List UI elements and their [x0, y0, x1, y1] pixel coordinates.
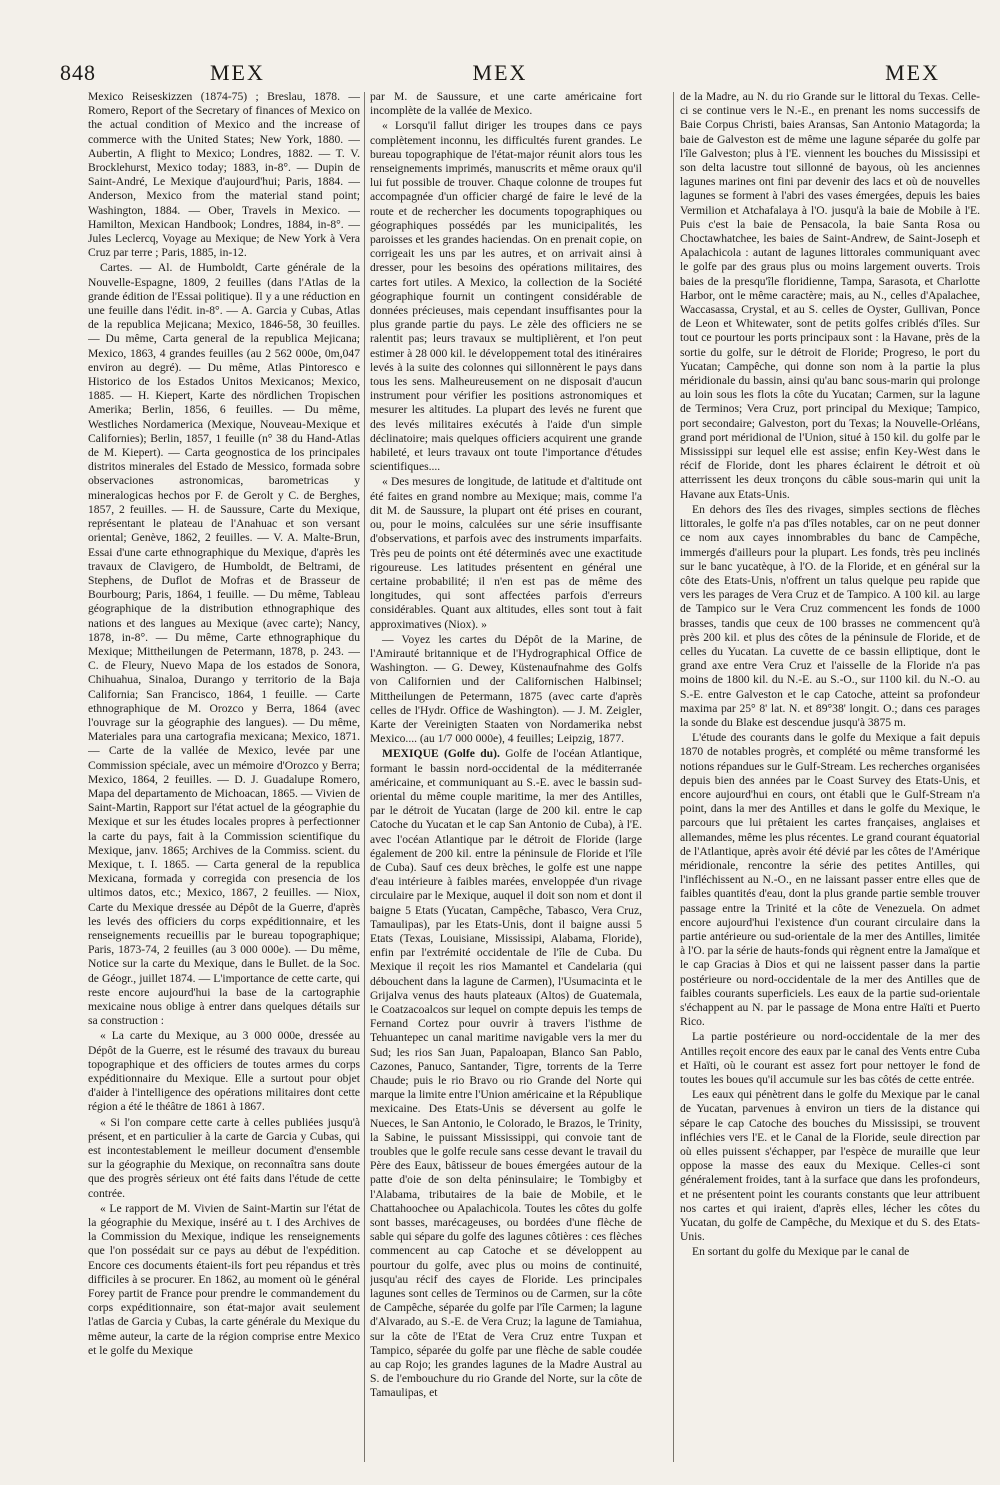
paragraph: « La carte du Mexique, au 3 000 000e, dressée au Dépôt de la Guerre, est le résumé des travaux du bureau topographique et des officiers de toutes armes du corps expéditionnaire du Mexique. Elle a surtout pour objet d'aider à l'intelligence des opérations militaires dont cette région a été le théâtre de 1861 à 1867.: [88, 1029, 360, 1114]
paragraph: Les eaux qui pénètrent dans le golfe du Mexique par le canal de Yucatan, parvenues à environ un tiers de la distance qui sépare le cap Catoche des bouches du Mississipi, se trouvent infléchies vers l'E. et le Canal de la Floride, seule direction par où elles puissent s'échapper, par l'espèce de muraille que leur oppose la masse des eaux du Mexique. Celles-ci sont généralement froides, tant à la surface que dans les profondeurs, et ne présentent point les courants constants que leur attribuent nos cartes et qui iraient, d'après elles, lécher les côtes du Yucatan, du golfe de Campêche, du Mexique et du S. des Etats-Unis.: [680, 1088, 980, 1244]
column-rule: [364, 92, 365, 1462]
column-middle: [370, 90, 642, 1470]
page-number: 848: [60, 60, 96, 85]
paragraph: Cartes. — Al. de Humboldt, Carte générale de la Nouvelle-Espagne, 1809, 2 feuilles (dans l'Atlas de la grande édition de l'Essai politique). Il y a une réduction en une feuille dans l'édit. in-8°. — A. Garcia y Cubas, Atlas de la republica Mejicana; Mexico, 1846-58, 30 feuilles. — Du même, Carta general de la republica Mejicana; Mexico, 1863, 4 grandes feuilles (au 2 562 000e, 0m,047 environ au degré). — Du même, Atlas Pintoresco e Historico de los Estados Unitos Mexicanos; Mexico, 1885. — H. Kiepert, Karte des nördlichen Tropischen Amerika; Berlin, 1856, 6 feuilles. — Du même, Westliches Nordamerica (Mexique, Nouveau-Mexique et Californies); Berlin, 1857, 1 feuille (n° 38 du Hand-Atlas de M. Kiepert). — Carta geognostica de los principales distritos minerales del Estado de Messico, formada sobre observaciones astronomicas, barometricas y mineralogicas hechos por F. de Gerolt y C. de Berghes, 1857, 2 feuilles. — H. de Saussure, Carte du Mexique, représentant le plateau de l'Anahuac et son versant oriental; Genève, 1862, 2 feuilles. — V. A. Malte-Brun, Essai d'une carte ethnographique du Mexique, d'après les travaux de Clavigero, de Humboldt, de Beltrami, de Stephens, de Duflot de Mofras et de Brasseur de Bourbourg; Paris, 1864, 1 feuille. — Du même, Tableau géographique de la distribution ethnographique des nations et des langues au Mexique (avec carte); Nancy, 1878, in-8°. — Du même, Carte ethnographique du Mexique; Mittheilungen de Petermann, 1878, p. 243. — C. de Fleury, Nuevo Mapa de los estados de Sonora, Chihuahua, Sinaloa, Durango y territorio de la Baja California; San Francisco, 1864, 1 feuille. — Carte ethnographique de M. Orozco y Berra, 1864 (avec l'ouvrage sur la géographie des langues). — Du même, Materiales para una cartografia mexicana; Mexico, 1871. — Carte de la vallée de Mexico, levée par une Commission spéciale, avec un mémoire d'Orozco y Berra; Mexico, 1864, 2 feuilles. — D. J. Guadalupe Romero, Mapa del departamento de Michoacan, 1865. — Vivien de Saint-Martin, Rapport sur l'état actuel de la géographie du Mexique et sur les études locales propres à perfectionner la carte du pays, fait à la Commission scientifique du Mexique, janv. 1865; Archives de la Commiss. scient. du Mexique, t. I. 1865. — Carta general de la republica Mexicana, formada y corregida con presencia de los ultimos datos, etc.; Mexico, 1867, 2 feuilles. — Niox, Carte du Mexique dressée au Dépôt de la Guerre, d'après les levés des officiers du corps expéditionnaire, et les renseignements recueillis par le bureau topographique; Paris, 1873-74, 2 feuilles (au 3 000 000e). — Du même, Notice sur la carte du Mexique, dans le Bullet. de la Soc. de Géogr., juillet 1874. — L'importance de cette carte, qui reste encore aujourd'hui la base de la cartographie mexicaine nous oblige à entrer dans quelques détails sur sa construction :: [88, 261, 360, 1028]
entry-heading: MEXIQUE (Golfe du).: [382, 747, 500, 761]
column-rule: [673, 92, 674, 1462]
paragraph: Mexico Reiseskizzen (1874-75) ; Breslau, 1878. — Romero, Report of the Secretary of finances of Mexico on the actual condition of Mexico and the increase of commerce with the United States; New York, 1880. — Aubertin, A flight to Mexico; Londres, 1882. — T. V. Brocklehurst, Mexico today; 1883, in-8°. — Dupin de Saint-André, Le Mexique d'aujourd'hui; Paris, 1884. — Anderson, Mexico from the material stand point; Washington, 1884. — Ober, Travels in Mexico. — Hamilton, Mexican Handbook; Londres, 1884, in-8°. — Jules Leclercq, Voyage au Mexique; de New York à Vera Cruz par terre ; Paris, 1885, in-12.: [88, 90, 360, 260]
column-right: [680, 90, 980, 1470]
paragraph: « Si l'on compare cette carte à celles publiées jusqu'à présent, et en particulier à la carte de Garcia y Cubas, qui est incontestablement le meilleur document d'ensemble sur la géographie du Mexique, on reconnaîtra sans doute que des progrès sérieux ont été faits dans l'étude de cette contrée.: [88, 1115, 360, 1200]
column-left: [88, 90, 360, 1470]
paragraph: par M. de Saussure, et une carte américaine fort incomplète de la vallée de Mexico.: [370, 90, 642, 118]
paragraph: La partie postérieure ou nord-occidentale de la mer des Antilles reçoit encore des eaux par le canal des Vents entre Cuba et Haïti, où le courant est assez fort pour nettoyer le fond de toutes les boues qu'il accumule sur les bas côtés de cette entrée.: [680, 1030, 980, 1087]
header-right-word: MEX: [885, 60, 940, 85]
paragraph: de la Madre, au N. du rio Grande sur le littoral du Texas. Celle-ci se continue vers le N.-E., en prenant les noms successifs de Baie Corpus Christi, baies Aransas, San Antonio Matagorda; la baie de Galveston est de même une lagune séparée du golfe par l'île Galveston; plus à l'E. viennent les bouches du Mississipi et son delta lacustre tout sillonné de bayous, où les anciennes lagunes marines ont fini par devenir des lacs et où de nouvelles lagunes se forment à l'abri des vases émergées, depuis les baies Vermilion et Atchafalaya à l'O. jusqu'à la baie de Mobile à l'E. Puis c'est la baie de Pensacola, la baie Santa Rosa ou Choctawhatchee, les baies de Saint-Andrew, de Saint-Joseph et Apalachicola : autant de lagunes littorales communiquant avec le golfe par des graus plus ou moins largement ouverts. Trois baies de la presqu'île floridienne, Tampa, Sarasota, et Charlotte Harbor, ont le même caractère; mais, au N., celles d'Apalachee, Waccasassa, Crystal, et au S. celles de Oyster, Gullivan, Ponce de Leon et Whitewater, sont de petits golfes criblés d'îles. Sur tout ce pourtour les ports principaux sont : la Havane, près de la sortie du golfe, sur le détroit de Floride; Progreso, le port du Yucatan; Campêche, qui donne son nom à la partie la plus méridionale du bassin, ainsi qu'au banc sous-marin qui prolonge au loin sous les flots la côte du Yucatan; Carmen, sur la lagune de Terminos; Vera Cruz, port principal du Mexique; Tampico, port secondaire; Galveston, port du Texas; la Nouvelle-Orléans, grand port méridional de l'Union, situé à 150 kil. du golfe par le Mississippi sur lequel elle est assise; enfin Key-West dans le récif de Floride, dont les phares éclairent le détroit et où atterrissent les deux tronçons du câble sous-marin qui unit la Havane aux Etats-Unis.: [680, 90, 980, 501]
paragraph: « Des mesures de longitude, de latitude et d'altitude ont été faites en grand nombre au Mexique; mais, comme l'a dit M. de Saussure, la plupart ont été prises en courant, ou, pour le moins, calculées sur une série insuffisante d'observations, et parfois avec des instruments imparfaits. Très peu de points ont été déterminés avec une exactitude rigoureuse. Les latitudes présentent en général une certaine probabilité; il n'en est pas de même des longitudes, qui sont affectées parfois d'erreurs considérables. Quant aux altitudes, elles sont tout à fait approximatives (Niox). »: [370, 475, 642, 631]
paragraph: « Lorsqu'il fallut diriger les troupes dans ce pays complètement inconnu, les difficultés furent grandes. Le bureau topographique de l'état-major réunit alors tous les renseignements imprimés, manuscrits et même oraux qu'il lui fut possible de trouver. Chaque colonne de troupes fut accompagnée d'un officier chargé de faire le levé de la route et de rechercher les documents topographiques ou géographiques possédés par les municipalités, les paroisses et les grandes haciendas. On en prenait copie, on corrigeait les uns par les autres, et on arrivait ainsi à dresser, pour les besoins des opérations militaires, des cartes fort utiles. A Mexico, la collection de la Société géographique fournit un contingent considérable de données précieuses, mais cependant insuffisantes pour la plus grande partie du pays. Le zèle des officiers ne se ralentit pas; leurs travaux se multiplièrent, et l'on peut estimer à 28 000 kil. le développement total des itinéraires levés à la suite des colonnes qui sillonnèrent le pays dans tous les sens. Malheureusement on ne disposait d'aucun instrument pour vérifier les positions astronomiques et mesurer les altitudes. La plupart des levés ne furent que des levés militaires exécutés à l'aide d'un simple déclinatoire; mais quelques officiers acquirent une grande habileté, et leurs travaux ont toute l'importance d'études scientifiques....: [370, 119, 642, 474]
paragraph: En dehors des îles des rivages, simples sections de flèches littorales, le golfe n'a pas d'îles notables, car on ne peut donner ce nom aux cayes innombrables du banc de Campêche, immergés d'ailleurs pour la plupart. Les fonds, très peu inclinés sur le banc yucatèque, à l'O. de la Floride, et en général sur la côte des Etats-Unis, n'offrent un talus quelque peu rapide que vers les parages de Vera Cruz et de Tampico. A 100 kil. au large de Tampico sur le Vera Cruz commencent les fonds de 1000 brasses, tandis que ceux de 100 brasses ne commencent qu'à près 200 kil. et plus des côtes de la péninsule de Floride, et de celles du Yucatan. La cuvette de ce bassin elliptique, dont le grand axe entre Vera Cruz et l'aisselle de la Floride n'a pas moins de 1800 kil. du N.-E. au S.-O., sur 1100 kil. du N.-O. au S.-E. entre Galveston et le cap Catoche, atteint sa profondeur maxima par 25° 8' lat. N. et 89°38' longit. O.; dans ces parages la sonde du Blake est descendue jusqu'à 3875 m.: [680, 502, 980, 729]
header-center-word: MEX: [472, 60, 528, 85]
paragraph: « Le rapport de M. Vivien de Saint-Martin sur l'état de la géographie du Mexique, inséré au t. I des Archives de la Commission du Mexique, indique les renseignements que l'on possédait sur ce pays au début de l'expédition. Encore ces documents étaient-ils fort peu répandus et très difficiles à se procurer. En 1862, au moment où le général Forey partit de France pour prendre le commandement du corps expéditionnaire, son état-major avait seulement l'atlas de Garcia y Cubas, la carte générale du Mexique du même auteur, la carte de la région comprise entre Mexico et le golfe du Mexique: [88, 1201, 360, 1357]
paragraph: L'étude des courants dans le golfe du Mexique a fait depuis 1870 de notables progrès, et complété ou même transformé les notions répandues sur le Gulf-Stream. Les recherches organisées depuis bien des années par le Coast Survey des Etats-Unis, et encore aujourd'hui en cours, ont établi que le Gulf-Stream n'a point, dans la mer des Antilles et dans le golfe du Mexique, le parcours que lui prêtaient les cartes françaises, anglaises et allemandes, même les plus récentes. Le grand courant équatorial de l'Atlantique, après avoir été dévié par les côtes de l'Amérique méridionale, rencontre la série des petites Antilles, qui l'infléchissent au N.-O., en ne laissant passer entre elles que de faibles quantités d'eau, dont la plus grande partie semble trouver passage entre la Trinité et la côte de Venezuela. On admet encore aujourd'hui l'existence d'un courant circulaire dans la partie antérieure ou sud-orientale de la mer des Antilles, limitée à l'O. par la série de hauts-fonds qui règnent entre la Jamaïque et le cap Gracias à Dios et qui ne laissent passer dans la partie postérieure ou nord-occidentale de la mer des Antilles que de faibles courants superficiels. Les eaux de la partie sud-orientale s'échappent au N. par le passage de Mona entre Haïti et Puerto Rico.: [680, 731, 980, 1029]
paragraph: En sortant du golfe du Mexique par le canal de: [692, 1245, 910, 1259]
entry-text: Golfe de l'océan Atlantique, formant le bassin nord-occidental de la méditerranée américaine, et communiquant au S.-E. avec le bassin sud-oriental du même couple maritime, la mer des Antilles, par le détroit de Yucatan (large de 200 kil. entre le cap Catoche du Yucatan et le cap San Antonio de Cuba), à l'E. avec l'océan Atlantique par le détroit de Floride (large également de 200 kil. entre la péninsule de Floride et l'île de Cuba). Sauf ces deux brèches, le golfe est une nappe d'eau intérieure à faibles marées, enveloppée d'un rivage circulaire par le Mexique, auquel il doit son nom et dont il baigne 5 Etats (Yucatan, Campêche, Tabasco, Vera Cruz, Tamaulipas), par les Etats-Unis, dont il baigne aussi 5 Etats (Texas, Louisiane, Mississipi, Alabama, Floride), enfin par l'extrémité occidentale de l'île de Cuba. Du Mexique il reçoit les rios Mamantel et Candelaria (qui débouchent dans la lagune de Carmen), l'Usumacinta et le Grijalva venus des hauts plateaux (Altos) de Guatemala, le Coatzacoalcos sur lequel on compte depuis les temps de Fernand Cortez pour ouvrir à travers l'isthme de Tehuantepec un canal maritime navigable vers la mer du Sud; les rios San Juan, Papaloapan, Blanco San Pablo, Cazones, Panuco, Santander, Tigre, torrents de la Terre Chaude; puis le rio Bravo ou rio Grande del Norte qui marque la limite entre l'Union américaine et la République mexicaine. Des Etats-Unis se déversent au golfe le Nueces, le San Antonio, le Colorado, le Brazos, le Trinity, la Sabine, le puissant Mississippi, qui convoie tant de troubles que le golfe recule sans cesse devant le travail du Père des Eaux, bâtisseur de boues émergées autour de la patte d'oie de son delta péninsulaire; le Tombigby et l'Alabama, tributaires de la baie de Mobile, et le Chattahoochee ou Apalachicola. Toutes les côtes du golfe sont basses, marécageuses, ou bordées d'une flèche de sable qui sépare du golfe des lagunes côtières : ces flèches commencent au cap Catoche et se développent au pourtour du golfe, avec plus ou moins de continuité, jusqu'au récif des cayes de Floride. Les principales lagunes sont celles de Terminos ou de Carmen, sur la côte de Campêche, séparée du golfe par l'île Carmen; la lagune d'Alvarado, au S.-E. de Vera Cruz; la lagune de Tamiahua, sur la côte de l'Etat de Vera Cruz entre Tuxpan et Tampico, séparée du golfe par une flèche de sable coudée au cap Rojo; les grandes lagunes de la Madre Austral au S. de l'embouchure du rio Grande del Norte, sur la côte de Tamaulipas, et: [370, 747, 642, 1400]
paragraph: — Voyez les cartes du Dépôt de la Marine, de l'Amirauté britannique et de l'Hydrographical Office de Washington. — G. Dewey, Küstenaufnahme des Golfs von Californien und der Californischen Halbinsel; Mittheilungen de Petermann, 1875 (avec carte d'après celles de l'Hydr. Office de Washington). — J. M. Zeigler, Karte der Vereinigten Staaten von Nordamerika nebst Mexico.... (au 1/7 000 000e), 4 feuilles; Leipzig, 1877.: [370, 632, 642, 746]
running-header: [60, 60, 940, 88]
header-left-word: MEX: [210, 60, 265, 85]
entry-paragraph: [370, 747, 642, 1400]
